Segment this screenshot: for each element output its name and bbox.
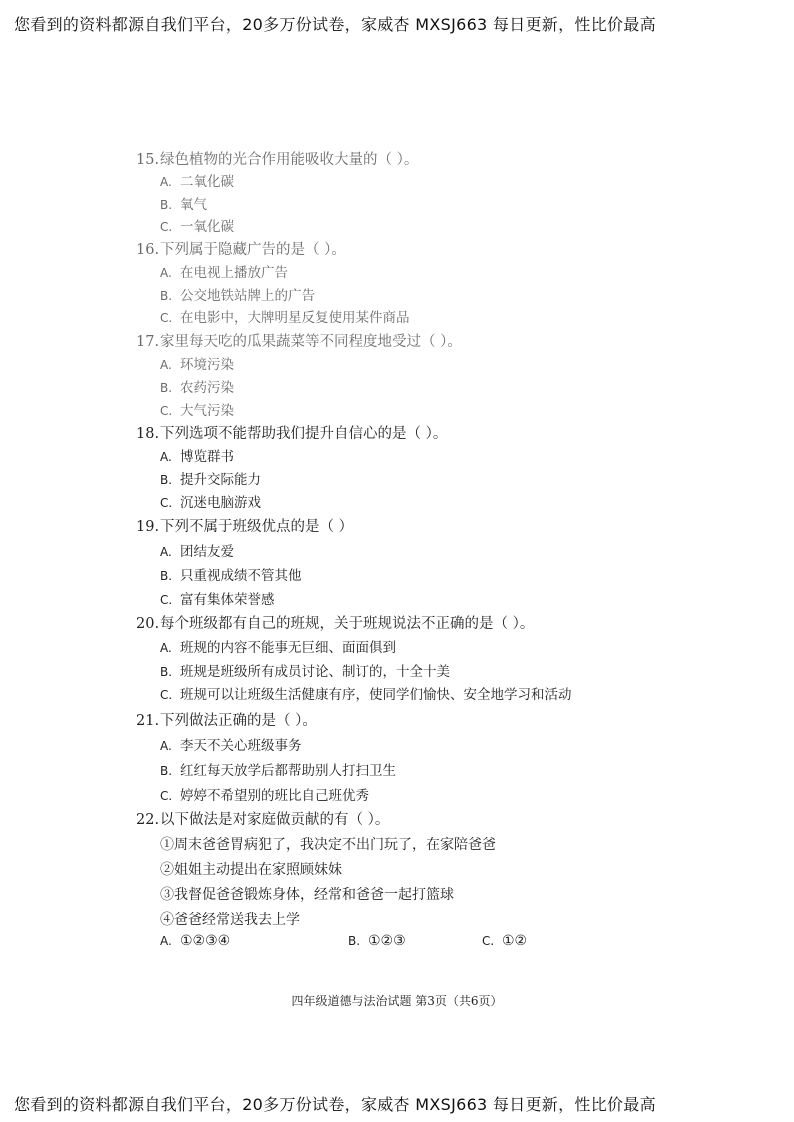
question-text: 家里每天吃的瓜果蔬菜等不同程度地受过（ ）。 bbox=[160, 334, 462, 350]
option-text: 大气污染 bbox=[180, 403, 234, 419]
option-20-b bbox=[160, 660, 450, 680]
option-19-b bbox=[160, 564, 302, 584]
option-15-c bbox=[160, 215, 234, 235]
option-22-a bbox=[160, 933, 230, 949]
option-letter: B. bbox=[160, 381, 173, 395]
option-letter: C. bbox=[160, 688, 173, 702]
question-number: 16. bbox=[136, 242, 160, 258]
option-text: 提升交际能力 bbox=[180, 472, 261, 488]
option-18-a bbox=[160, 445, 234, 465]
option-letter: C. bbox=[482, 934, 495, 948]
option-text: ①② bbox=[502, 933, 528, 949]
option-letter: A. bbox=[160, 175, 172, 189]
option-letter: B. bbox=[160, 665, 173, 679]
option-letter: A. bbox=[160, 934, 172, 948]
question-number: 22. bbox=[136, 812, 160, 828]
question-text: 下列属于隐藏广告的是（ ）。 bbox=[160, 242, 346, 258]
option-text: ①②③ bbox=[368, 933, 406, 949]
option-17-a bbox=[160, 353, 234, 373]
question-text: 绿色植物的光合作用能吸收大量的（ ）。 bbox=[160, 152, 419, 168]
option-text: 在电视上播放广告 bbox=[180, 265, 288, 281]
statement-4: ④爸爸经常送我去上学 bbox=[160, 912, 300, 928]
question-16 bbox=[136, 238, 346, 259]
option-letter: A. bbox=[160, 358, 172, 372]
option-letter: B. bbox=[160, 473, 173, 487]
option-text: 博览群书 bbox=[180, 449, 234, 465]
question-number: 18. bbox=[136, 426, 160, 442]
option-16-c bbox=[160, 306, 410, 326]
option-18-b bbox=[160, 468, 261, 488]
option-text: 红红每天放学后都帮助别人打扫卫生 bbox=[180, 763, 396, 779]
option-letter: A. bbox=[160, 641, 172, 655]
question-number: 19. bbox=[136, 519, 160, 535]
option-18-c bbox=[160, 491, 261, 511]
option-text: 婷婷不希望别的班比自己班优秀 bbox=[180, 788, 369, 804]
option-text: 李天不关心班级事务 bbox=[180, 738, 302, 754]
option-letter: B. bbox=[160, 198, 173, 212]
option-text: 环境污染 bbox=[180, 357, 234, 373]
option-text: 班规是班级所有成员讨论、制订的，十全十美 bbox=[180, 664, 450, 680]
question-19 bbox=[136, 515, 353, 536]
question-text: 下列不属于班级优点的是（ ） bbox=[160, 519, 354, 535]
question-text: 每个班级都有自己的班规，关于班规说法不正确的是（ ）。 bbox=[160, 616, 535, 632]
option-15-b bbox=[160, 193, 207, 213]
question-18 bbox=[136, 422, 447, 443]
option-19-a bbox=[160, 540, 234, 560]
option-letter: A. bbox=[160, 266, 172, 280]
question-20 bbox=[136, 612, 534, 633]
option-text: 沉迷电脑游戏 bbox=[180, 495, 261, 511]
option-letter: C. bbox=[160, 593, 173, 607]
question-number: 20. bbox=[136, 616, 160, 632]
option-letter: B. bbox=[160, 764, 173, 778]
option-text: 氧气 bbox=[180, 197, 207, 213]
question-number: 17. bbox=[136, 334, 160, 350]
option-21-c bbox=[160, 784, 369, 804]
question-text: 下列选项不能帮助我们提升自信心的是（ ）。 bbox=[160, 426, 448, 442]
option-letter: B. bbox=[160, 569, 173, 583]
page-footer: 四年级道德与法治试题 第3页（共6页） bbox=[291, 994, 503, 1008]
option-17-b bbox=[160, 376, 234, 396]
option-21-b bbox=[160, 759, 396, 779]
option-letter: C. bbox=[160, 789, 173, 803]
option-letter: B. bbox=[160, 289, 173, 303]
question-number: 15. bbox=[136, 152, 160, 168]
option-letter: A. bbox=[160, 450, 172, 464]
option-20-a bbox=[160, 636, 396, 656]
option-text: 一氧化碳 bbox=[180, 219, 234, 235]
statement-3: ③我督促爸爸锻炼身体，经常和爸爸一起打篮球 bbox=[160, 887, 454, 903]
option-15-a bbox=[160, 170, 234, 190]
question-17 bbox=[136, 330, 462, 351]
statement-2: ②姐姐主动提出在家照顾妹妹 bbox=[160, 862, 342, 878]
option-text: 班规的内容不能事无巨细、面面俱到 bbox=[180, 640, 396, 656]
option-text: ①②③④ bbox=[180, 933, 231, 949]
option-16-a bbox=[160, 261, 288, 281]
option-21-a bbox=[160, 734, 302, 754]
watermark-banner-bottom: 您看到的资料都源自我们平台，20多万份试卷，家威杏 MXSJ663 每日更新，性比价最高 bbox=[14, 1095, 656, 1114]
option-text: 班规可以让班级生活健康有序，使同学们愉快、安全地学习和活动 bbox=[180, 687, 572, 703]
option-22-b bbox=[348, 933, 406, 949]
option-20-c bbox=[160, 683, 572, 703]
option-text: 团结友爱 bbox=[180, 544, 234, 560]
watermark-banner-top: 您看到的资料都源自我们平台，20多万份试卷，家威杏 MXSJ663 每日更新，性比价最高 bbox=[14, 15, 656, 34]
option-letter: C. bbox=[160, 404, 173, 418]
option-17-c bbox=[160, 399, 234, 419]
option-letter: C. bbox=[160, 220, 173, 234]
option-letter: B. bbox=[348, 934, 361, 948]
option-letter: A. bbox=[160, 739, 172, 753]
question-21 bbox=[136, 709, 317, 730]
option-letter: C. bbox=[160, 311, 173, 325]
question-number: 21. bbox=[136, 713, 160, 729]
option-text: 富有集体荣誉感 bbox=[180, 592, 275, 608]
question-text: 以下做法是对家庭做贡献的有（ ）。 bbox=[160, 812, 390, 828]
option-22-c bbox=[482, 933, 527, 949]
option-text: 只重视成绩不管其他 bbox=[180, 568, 302, 584]
option-16-b bbox=[160, 284, 315, 304]
option-text: 二氧化碳 bbox=[180, 174, 234, 190]
option-letter: C. bbox=[160, 496, 173, 510]
option-text: 在电影中，大牌明星反复使用某件商品 bbox=[180, 310, 410, 326]
question-text: 下列做法正确的是（ ）。 bbox=[160, 713, 317, 729]
option-letter: A. bbox=[160, 545, 172, 559]
statement-1: ①周末爸爸胃病犯了，我决定不出门玩了，在家陪爸爸 bbox=[160, 837, 496, 853]
question-15 bbox=[136, 148, 418, 169]
option-text: 公交地铁站牌上的广告 bbox=[180, 288, 315, 304]
option-19-c bbox=[160, 588, 275, 608]
option-text: 农药污染 bbox=[180, 380, 234, 396]
question-22 bbox=[136, 808, 389, 829]
